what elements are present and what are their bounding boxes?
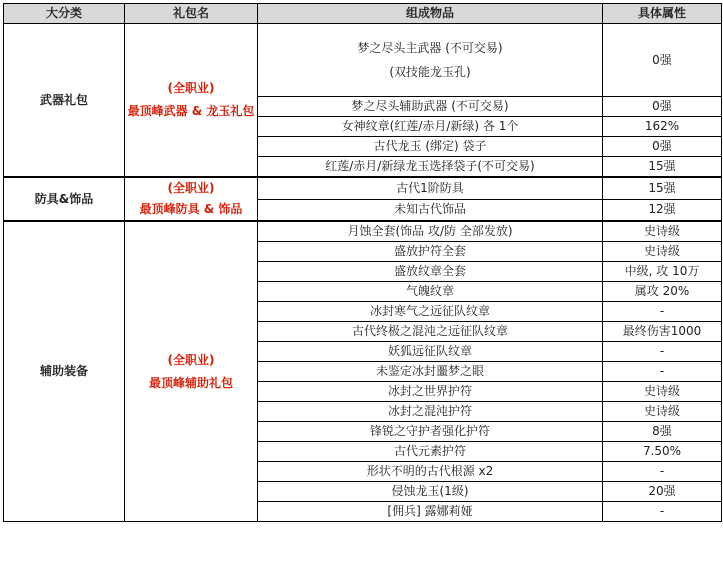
attr-cell: 最终伤害1000 [603, 322, 722, 342]
item-cell: 侵蚀龙玉(1级) [258, 482, 603, 502]
attr-cell: 属攻 20% [603, 282, 722, 302]
pack-line-2: 最顶峰辅助礼包 [148, 375, 233, 390]
pack-line-2: 最顶峰防具 & 饰品 [139, 202, 243, 216]
attr-cell: 15强 [603, 157, 722, 178]
attr-cell: - [603, 302, 722, 322]
attr-cell: 0强 [603, 24, 722, 97]
item-cell: 冰封寒气之远征队纹章 [258, 302, 603, 322]
item-cell: 冰封之世界护符 [258, 382, 603, 402]
item-cell: 冰封之混沌护符 [258, 402, 603, 422]
attr-cell: - [603, 462, 722, 482]
header-row [4, 4, 722, 24]
attr-cell: 史诗级 [603, 402, 722, 422]
header-category: 大分类 [4, 4, 125, 24]
item-cell: [佣兵] 露娜莉娅 [258, 502, 603, 522]
item-cell: 古代1阶防具 [258, 177, 603, 199]
attr-cell: 史诗级 [603, 242, 722, 262]
table-row [4, 221, 722, 242]
category-cell: 防具&饰品 [4, 177, 125, 221]
item-cell: 形状不明的古代根源 x2 [258, 462, 603, 482]
pack-line-2: 最顶峰武器 & 龙玉礼包 [127, 104, 255, 118]
attr-cell: 12强 [603, 199, 722, 221]
item-cell: 气魄纹章 [258, 282, 603, 302]
attr-cell: 中级, 攻 10万 [603, 262, 722, 282]
attr-cell: - [603, 342, 722, 362]
item-cell: 女神纹章(红莲/赤月/新绿) 各 1个 [258, 117, 603, 137]
item-cell: 盛放护符全套 [258, 242, 603, 262]
attr-cell: 7.50% [603, 442, 722, 462]
header-attr: 具体属性 [603, 4, 722, 24]
category-cell: 武器礼包 [4, 24, 125, 178]
attr-cell: 8强 [603, 422, 722, 442]
header-items: 组成物品 [258, 4, 603, 24]
attr-cell: - [603, 362, 722, 382]
item-line-1: 梦之尽头主武器 (不可交易) [357, 41, 503, 55]
item-cell: 未知古代饰品 [258, 199, 603, 221]
gift-pack-table [3, 3, 722, 522]
pack-cell [125, 177, 258, 221]
attr-cell: - [603, 502, 722, 522]
item-cell: 未鉴定冰封噩梦之眼 [258, 362, 603, 382]
item-cell: 古代元素护符 [258, 442, 603, 462]
item-cell [258, 24, 603, 97]
item-cell: 盛放纹章全套 [258, 262, 603, 282]
category-cell: 辅助装备 [4, 221, 125, 522]
pack-cell [125, 24, 258, 178]
attr-cell: 20强 [603, 482, 722, 502]
attr-cell: 15强 [603, 177, 722, 199]
attr-cell: 史诗级 [603, 382, 722, 402]
pack-cell [125, 221, 258, 522]
attr-cell: 史诗级 [603, 221, 722, 242]
table-row [4, 24, 722, 97]
item-cell: 月蚀全套(饰品 攻/防 全部发放) [258, 221, 603, 242]
table-row [4, 177, 722, 199]
item-cell: 红莲/赤月/新绿龙玉选择袋子(不可交易) [258, 157, 603, 178]
pack-line-1: (全职业) [167, 81, 215, 95]
attr-cell: 0强 [603, 137, 722, 157]
item-cell: 锋锐之守护者强化护符 [258, 422, 603, 442]
pack-line-1: (全职业) [167, 352, 215, 367]
header-pack: 礼包名 [125, 4, 258, 24]
attr-cell: 0强 [603, 97, 722, 117]
item-cell: 梦之尽头辅助武器 (不可交易) [258, 97, 603, 117]
item-cell: 古代终极之混沌之远征队纹章 [258, 322, 603, 342]
pack-line-1: (全职业) [167, 181, 215, 195]
item-cell: 妖狐远征队纹章 [258, 342, 603, 362]
attr-cell: 162% [603, 117, 722, 137]
item-cell: 古代龙玉 (绑定) 袋子 [258, 137, 603, 157]
item-line-2: (双技能龙玉孔) [389, 65, 471, 79]
